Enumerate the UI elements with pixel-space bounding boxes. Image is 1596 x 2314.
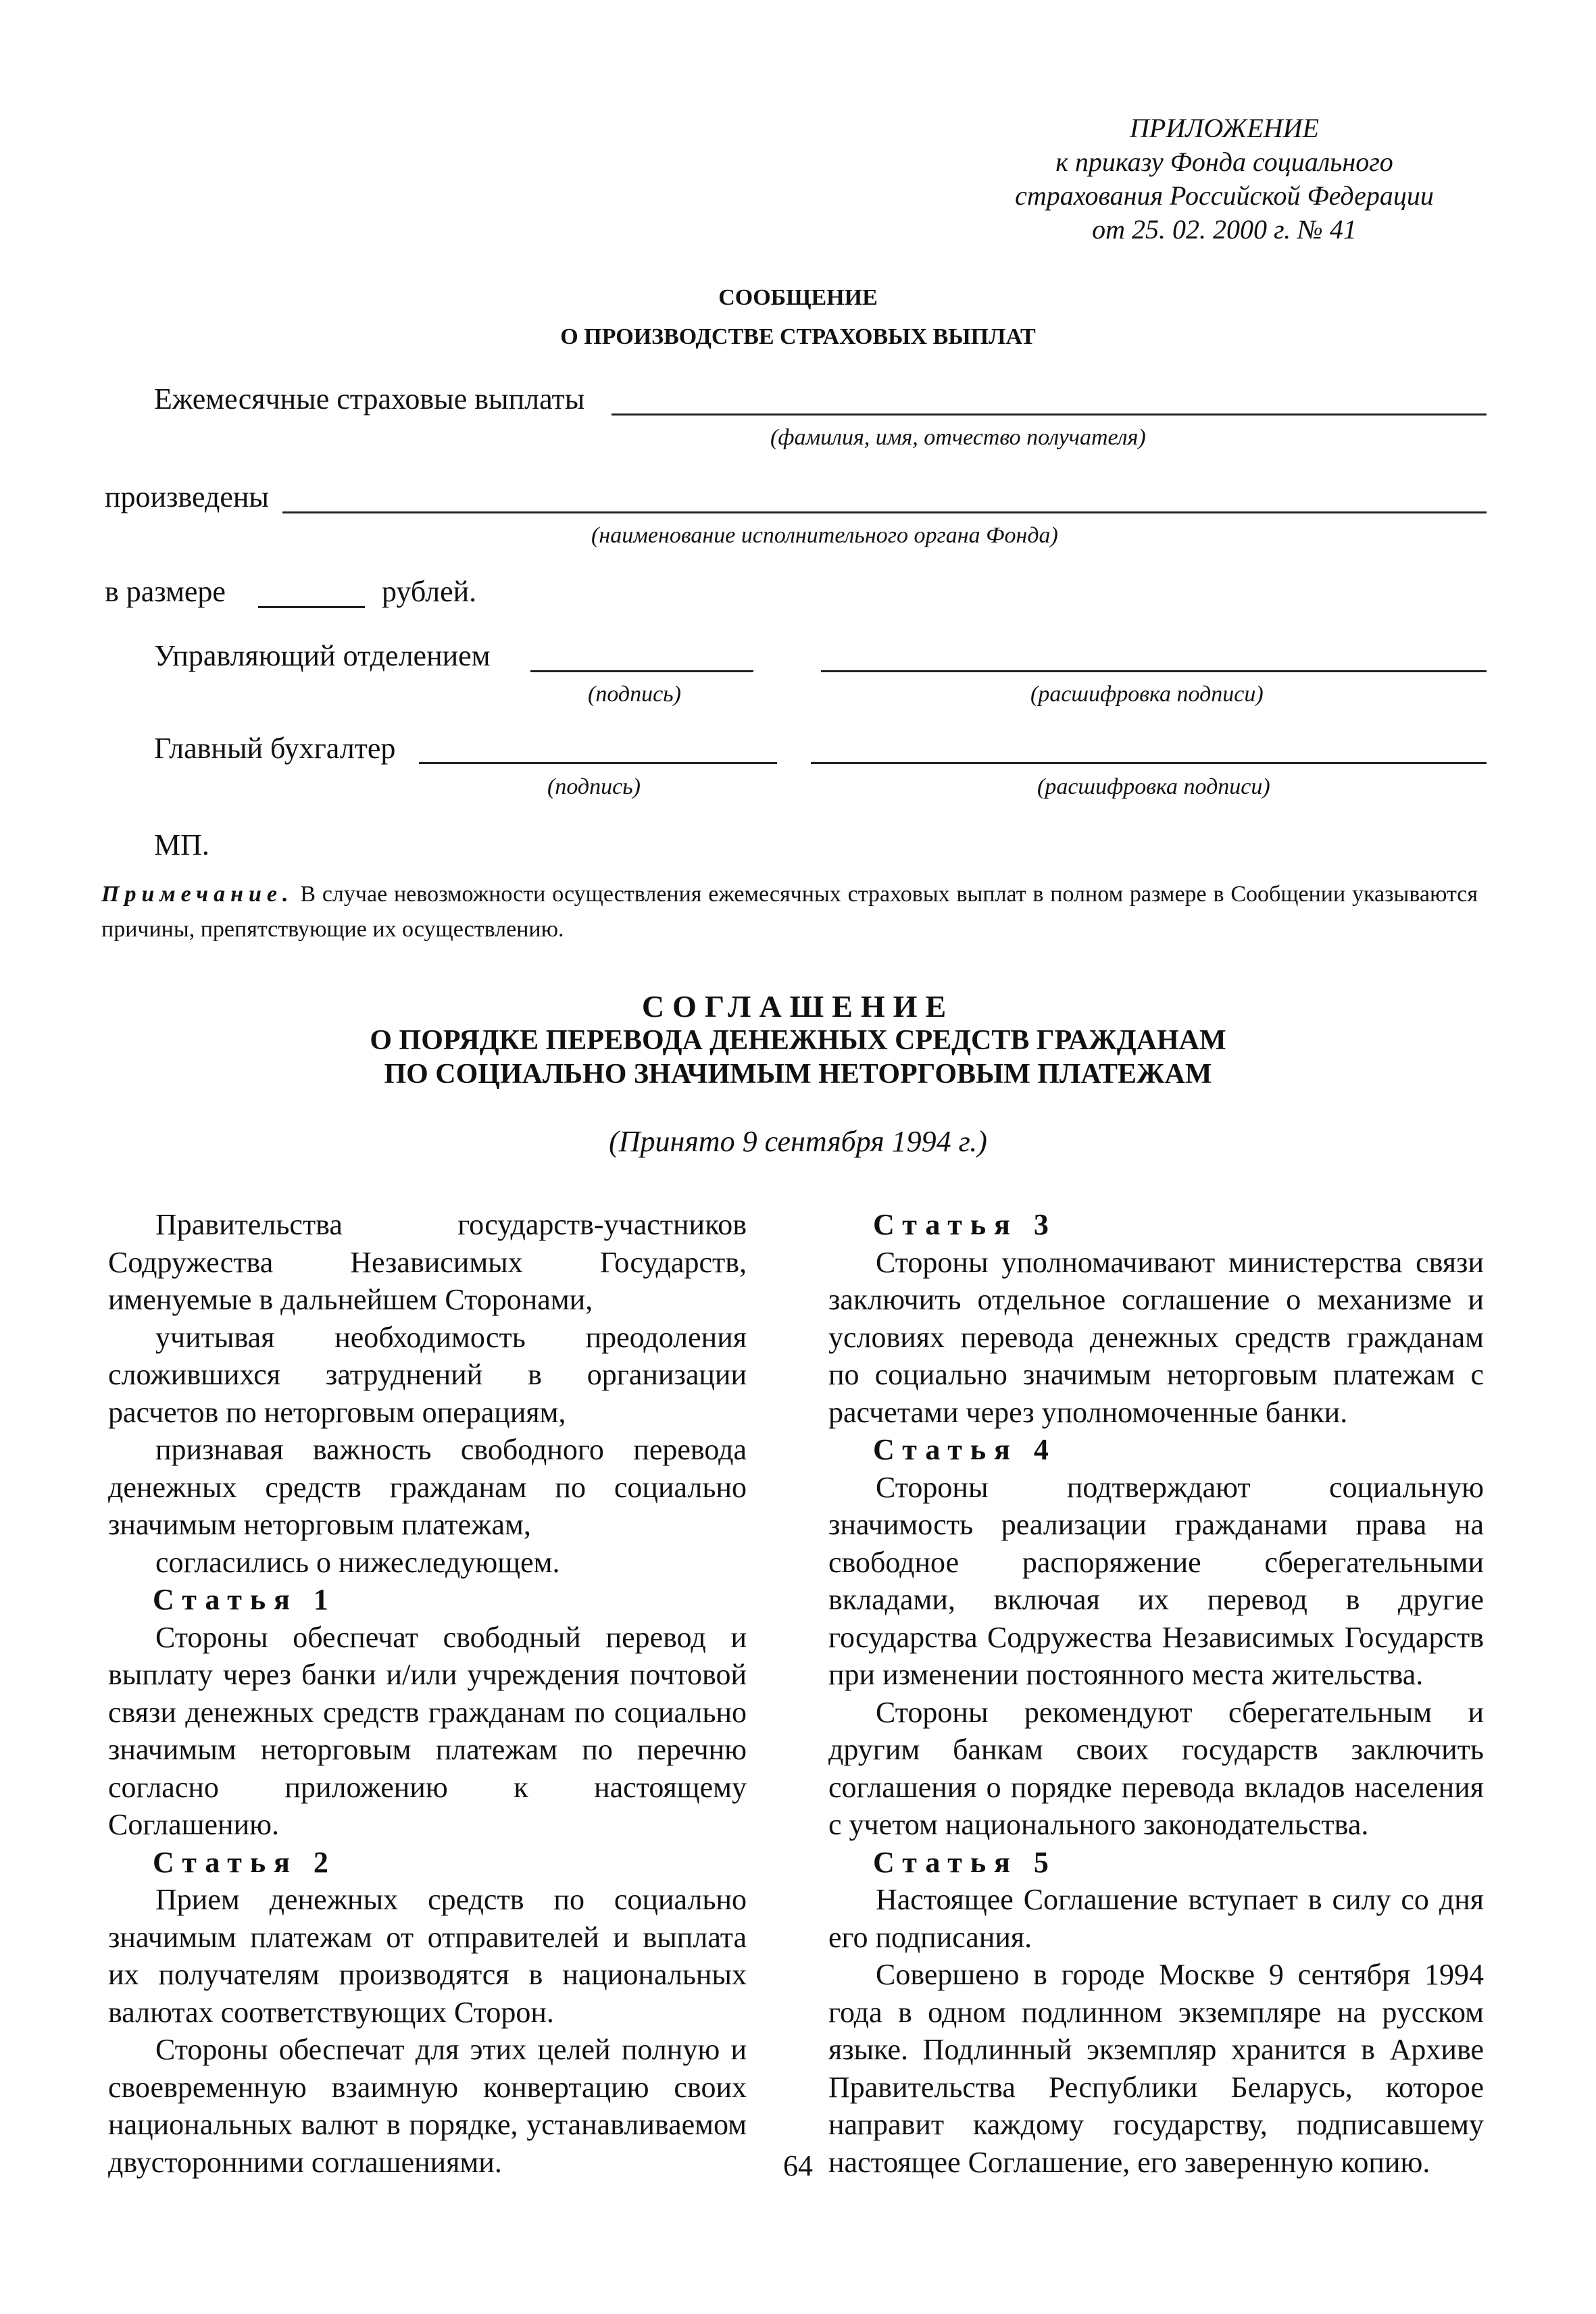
accountant-signature-caption: (подпись) <box>547 774 641 799</box>
article-4-text-2: Стороны рекомендуют сберегательным и другим банкам своих государств заключить соглашения о порядке перевода вкладов населения с учетом национального законодательства. <box>828 1695 1484 1841</box>
appendix-header <box>988 111 1461 247</box>
seal-mark: МП. <box>154 828 209 861</box>
adoption-date: (Принято 9 сентября 1994 г.) <box>609 1125 987 1158</box>
article-1-text: Стороны обеспечат свободный перевод и выплату через банки и/или учреждения почтовой связи денежных средств гражданам по социально значимым неторговым платежам по перечню согласно приложению к настоящему Соглашению. <box>108 1620 747 1841</box>
fund-body-field[interactable] <box>282 511 1487 513</box>
message-title <box>0 278 1596 357</box>
article-2-text-2: Стороны обеспечат для этих целей полную и своевременную взаимную конвертацию своих национальных валют в порядке, устанавливаемом двусторонними соглашениями. <box>108 2033 747 2179</box>
article-4-heading: Статья 4 <box>873 1433 1057 1466</box>
agreement-title-line-1: СОГЛАШЕНИЕ <box>641 989 955 1024</box>
recipient-name-field[interactable] <box>612 413 1487 416</box>
agreement-left-column <box>108 1206 747 2181</box>
accountant-signature-field[interactable] <box>419 762 777 764</box>
note-lead: Примечание. <box>101 882 294 907</box>
amount-prefix: в размере <box>105 575 226 608</box>
agreement-right-column <box>828 1206 1484 2181</box>
article-5-text-2: Совершено в городе Москве 9 сентября 1994 года в одном подлинном экземпляре на русском языке. Подлинный экземпляр хранится в Архиве Правительства Республики Беларусь, которое направит каждому государству, подписавшему настоящее Соглашение, его заверенную копию. <box>828 1958 1484 2179</box>
note-text: В случае невозможности осуществления ежемесячных страховых выплат в полном размере в Сообщении указываются причины, препятствующие их осуществлению. <box>101 882 1478 942</box>
fund-body-caption: (наименование исполнительного органа Фонда) <box>591 523 1058 548</box>
manager-decoding-field[interactable] <box>821 670 1487 672</box>
article-2-text-1: Прием денежных средств по социально значимым платежам от отправителей и выплата их получателям производятся в национальных валютах соответствующих Сторон. <box>108 1883 747 2029</box>
manager-label: Управляющий отделением <box>154 639 491 672</box>
agreement-title <box>0 990 1596 1091</box>
manager-signature-caption: (подпись) <box>588 682 681 707</box>
made-label: произведены <box>105 480 269 513</box>
accountant-decoding-caption: (расшифровка подписи) <box>1037 774 1270 799</box>
preamble-paragraph-1: Правительства государств-участников Содружества Независимых Государств, именуемые в дальнейшем Сторонами, <box>108 1208 747 1316</box>
appendix-title: ПРИЛОЖЕНИЕ <box>1130 113 1319 143</box>
article-3-heading: Статья 3 <box>873 1208 1057 1241</box>
message-title-line-1: СООБЩЕНИЕ <box>718 285 878 310</box>
amount-suffix: рублей. <box>382 575 477 608</box>
page-number: 64 <box>783 2149 813 2182</box>
preamble-paragraph-3: признавая важность свободного перевода денежных средств гражданам по социально значимым неторговым платежам, <box>108 1433 747 1541</box>
recipient-caption: (фамилия, имя, отчество получателя) <box>770 425 1146 450</box>
message-title-line-2: О ПРОИЗВОДСТВЕ СТРАХОВЫХ ВЫПЛАТ <box>560 324 1036 349</box>
preamble-paragraph-2: учитывая необходимость преодоления сложившихся затруднений в организации расчетов по неторговым операциям, <box>108 1320 747 1429</box>
preamble-paragraph-4: согласились о нижеследующем. <box>155 1545 560 1579</box>
article-1-heading: Статья 1 <box>153 1583 336 1616</box>
monthly-payments-label: Ежемесячные страховые выплаты <box>154 382 585 416</box>
accountant-label: Главный бухгалтер <box>154 732 396 765</box>
article-4-text-1: Стороны подтверждают социальную значимость реализации гражданами права на свободное распоряжение сберегательными вкладами, включая их перевод в другие государства Содружества Независимых Государств при изменении постоянного места жительства. <box>828 1470 1484 1691</box>
note-paragraph <box>101 877 1478 947</box>
article-5-text-1: Настоящее Соглашение вступает в силу со дня его подписания. <box>828 1883 1484 1954</box>
amount-field[interactable] <box>258 606 365 608</box>
appendix-line-2: к приказу Фонда социального <box>1055 147 1393 177</box>
article-5-heading: Статья 5 <box>873 1845 1057 1879</box>
agreement-title-line-2: О ПОРЯДКЕ ПЕРЕВОДА ДЕНЕЖНЫХ СРЕДСТВ ГРАЖДАНАМ <box>370 1025 1226 1056</box>
appendix-line-3: страхования Российской Федерации <box>1015 180 1434 211</box>
appendix-date: от 25. 02. 2000 г. № 41 <box>1092 214 1357 245</box>
article-3-text: Стороны уполномачивают министерства связи заключить отдельное соглашение о механизме и условиях перевода денежных средств гражданам по социально значимым неторговым платежам с расчетами через уполномоченные банки. <box>828 1245 1484 1429</box>
accountant-decoding-field[interactable] <box>811 762 1487 764</box>
manager-signature-field[interactable] <box>530 670 753 672</box>
manager-decoding-caption: (расшифровка подписи) <box>1030 682 1264 707</box>
article-2-heading: Статья 2 <box>153 1845 336 1879</box>
agreement-title-line-3: ПО СОЦИАЛЬНО ЗНАЧИМЫМ НЕТОРГОВЫМ ПЛАТЕЖАМ <box>384 1059 1212 1090</box>
